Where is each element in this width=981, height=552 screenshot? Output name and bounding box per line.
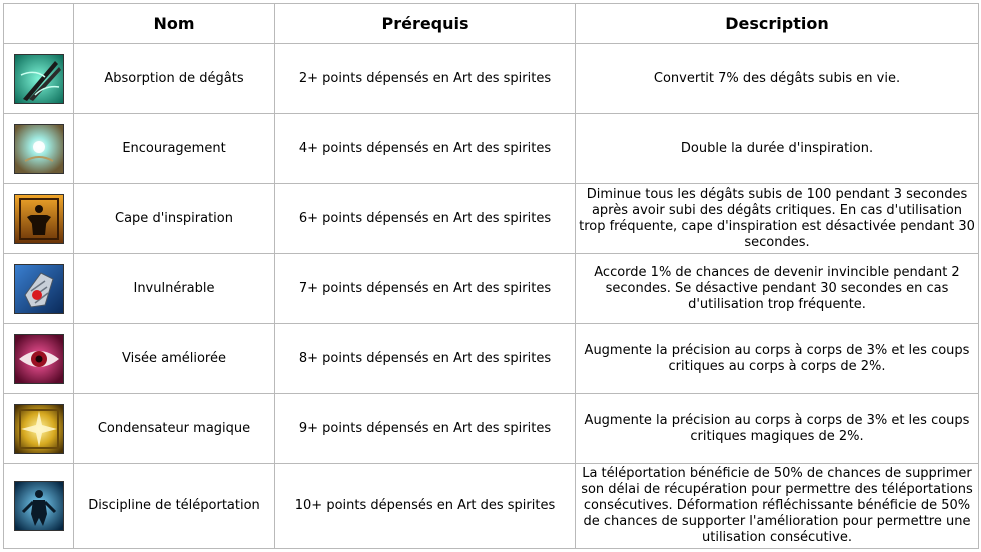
skill-name: Visée améliorée: [74, 324, 275, 394]
skill-name: Condensateur magique: [74, 394, 275, 464]
icon-cell: [4, 464, 74, 549]
skill-prereq: 7+ points dépensés en Art des spirites: [275, 254, 576, 324]
skill-name: Discipline de téléportation: [74, 464, 275, 549]
table-row: [4, 44, 979, 114]
table-row: [4, 254, 979, 324]
header-row: [4, 4, 979, 44]
icon-cell: [4, 394, 74, 464]
skill-prereq: 8+ points dépensés en Art des spirites: [275, 324, 576, 394]
golden-burst-icon: [14, 404, 64, 454]
table-row: [4, 184, 979, 254]
skill-prereq: 6+ points dépensés en Art des spirites: [275, 184, 576, 254]
icon-cell: [4, 254, 74, 324]
skill-name: Encouragement: [74, 114, 275, 184]
skill-description: Accorde 1% de chances de devenir invincible pendant 2 secondes. Se désactive pendant 30 secondes en cas d'utilisation trop fréquente.: [576, 254, 979, 324]
skill-description: Double la durée d'inspiration.: [576, 114, 979, 184]
header-prereq: Prérequis: [275, 4, 576, 44]
header-description: Description: [576, 4, 979, 44]
gauntlet-hand-icon: [14, 264, 64, 314]
skill-description: Augmente la précision au corps à corps de 3% et les coups critiques magiques de 2%.: [576, 394, 979, 464]
icon-cell: [4, 324, 74, 394]
skill-name: Cape d'inspiration: [74, 184, 275, 254]
table-row: [4, 114, 979, 184]
skill-name: Absorption de dégâts: [74, 44, 275, 114]
skill-prereq: 2+ points dépensés en Art des spirites: [275, 44, 576, 114]
table-row: [4, 324, 979, 394]
skill-prereq: 4+ points dépensés en Art des spirites: [275, 114, 576, 184]
claw-strike-icon: [14, 54, 64, 104]
icon-cell: [4, 114, 74, 184]
header-icon: [4, 4, 74, 44]
header-name: Nom: [74, 4, 275, 44]
skill-prereq: 10+ points dépensés en Art des spirites: [275, 464, 576, 549]
skill-description: La téléportation bénéficie de 50% de chances de supprimer son délai de récupération pour permettre des téléportations consécutives. Déformation réfléchissante bénéficie de 50% de chances de supporter l'amélioration pour permettre une utilisation consécutive.: [576, 464, 979, 549]
skill-description: Diminue tous les dégâts subis de 100 pendant 3 secondes après avoir subi des dégâts critiques. En cas d'utilisation trop fréquente, cape d'inspiration est désactivée pendant 30 secondes.: [576, 184, 979, 254]
blue-figure-icon: [14, 481, 64, 531]
skill-name: Invulnérable: [74, 254, 275, 324]
icon-cell: [4, 184, 74, 254]
icon-cell: [4, 44, 74, 114]
skills-table: [3, 3, 979, 549]
table-row: [4, 464, 979, 549]
table-row: [4, 394, 979, 464]
skill-description: Augmente la précision au corps à corps de 3% et les coups critiques au corps à corps de 2%.: [576, 324, 979, 394]
spirit-glow-icon: [14, 124, 64, 174]
cloaked-figure-icon: [14, 194, 64, 244]
red-eye-icon: [14, 334, 64, 384]
skill-prereq: 9+ points dépensés en Art des spirites: [275, 394, 576, 464]
skill-description: Convertit 7% des dégâts subis en vie.: [576, 44, 979, 114]
